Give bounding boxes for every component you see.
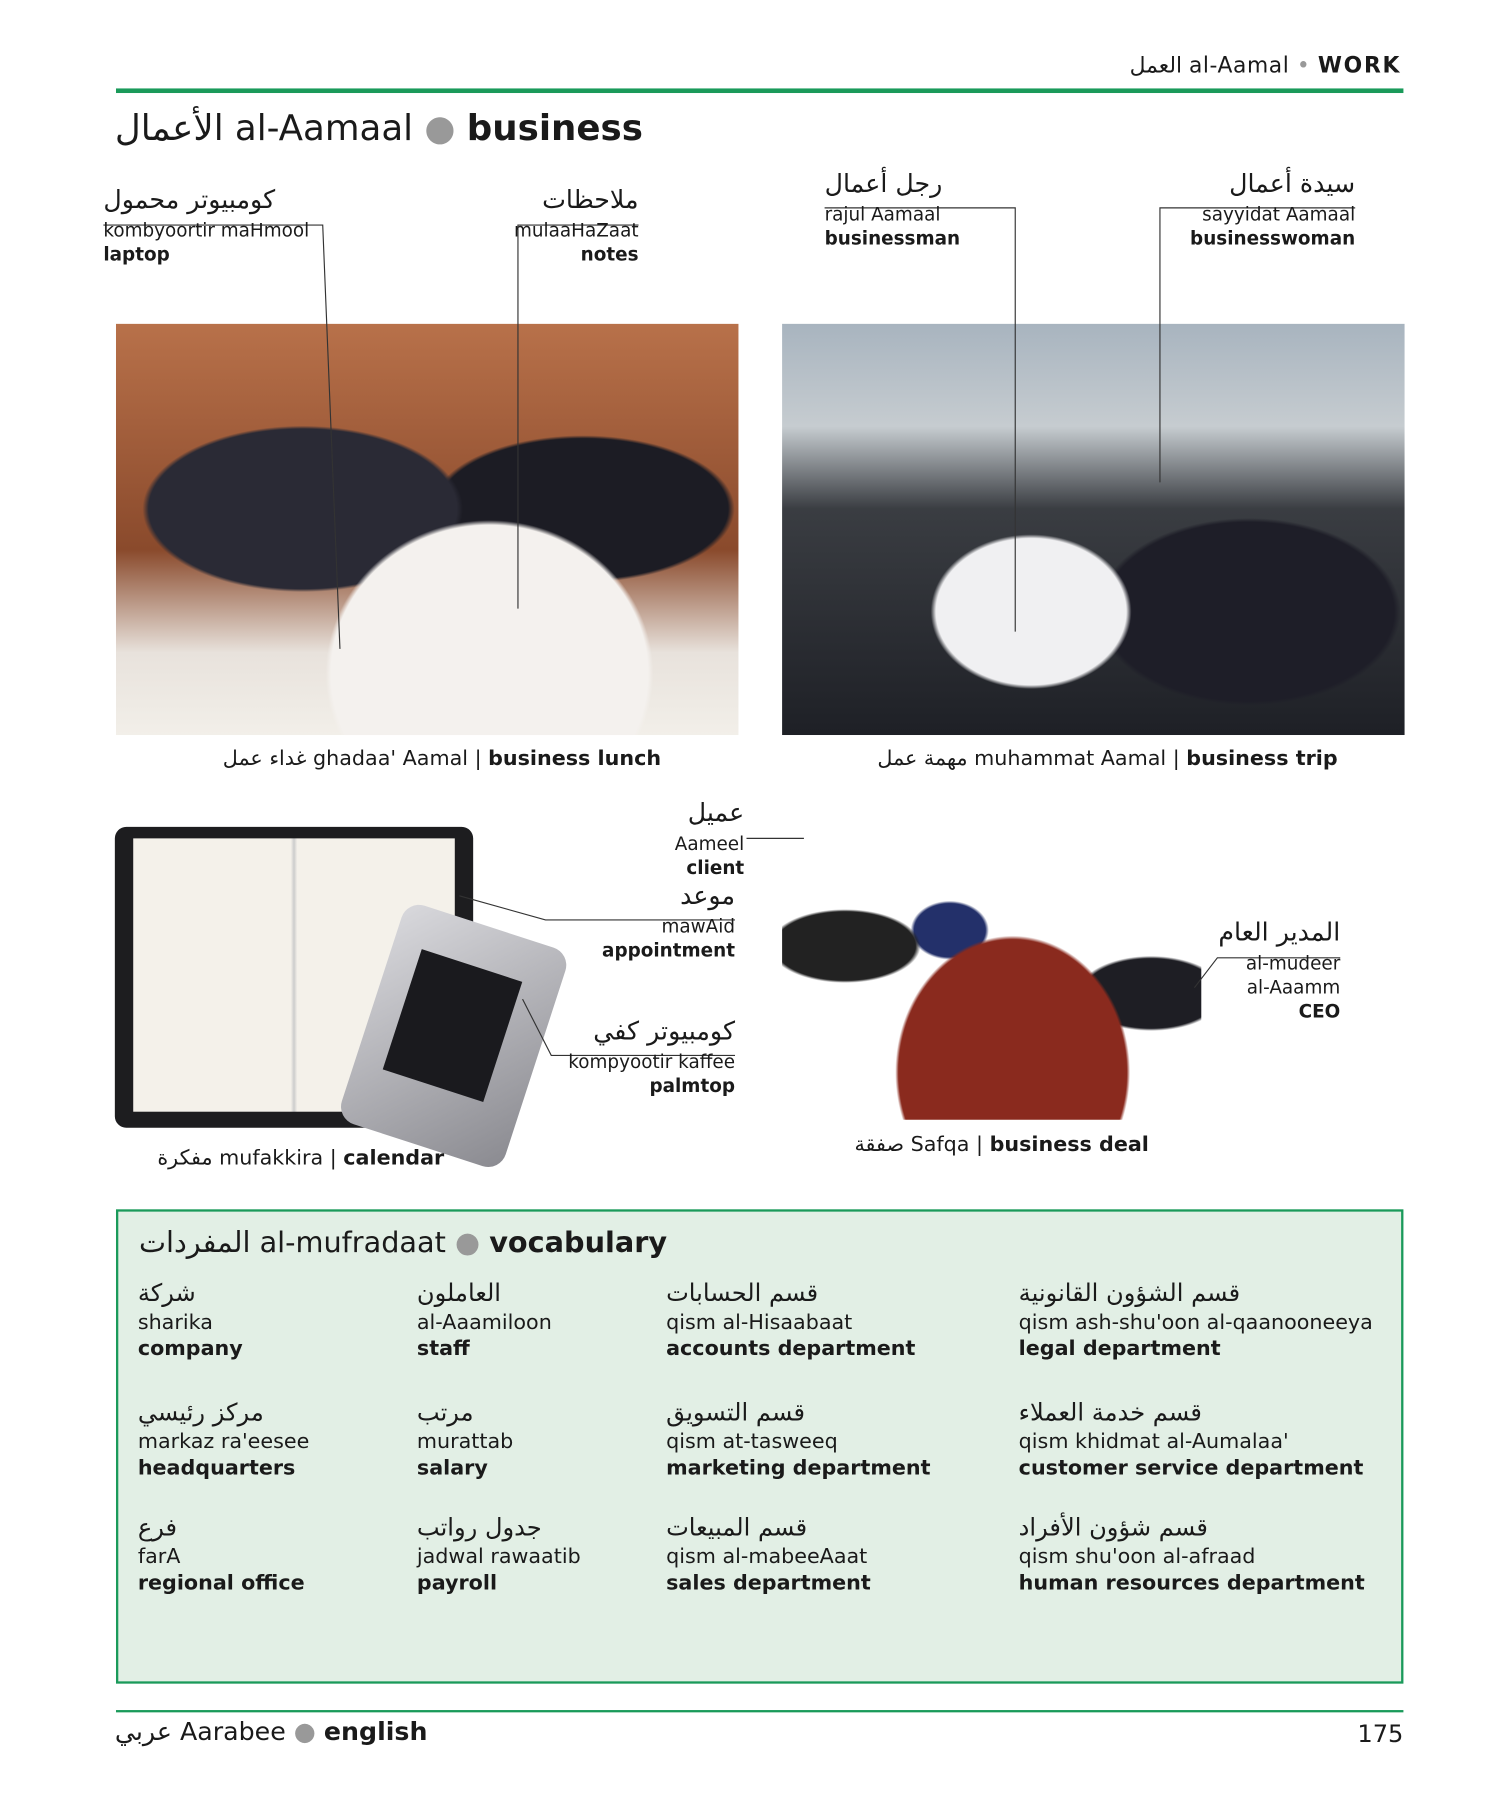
vocab-arabic: العاملون (416, 1279, 501, 1307)
vocab-arabic: فرع (137, 1513, 178, 1542)
vocab-arabic: مركز رئيسي (137, 1398, 264, 1427)
vocab-translit: qism at-tasweeq (666, 1429, 838, 1454)
label-client: عميل Aameel client (674, 799, 745, 879)
business-deal-photo (782, 804, 1201, 1120)
vocab-translit: qism al-mabeeAaat (666, 1544, 868, 1569)
vocab-translit: markaz ra'eesee (137, 1429, 310, 1454)
vocabulary-box (116, 1209, 1403, 1683)
vocab-english: staff (416, 1336, 470, 1361)
label-businessman: رجل أعمال rajul Aamaal businessman (824, 169, 961, 250)
vocab-item (417, 1513, 581, 1597)
footer-language: عربي Aarabee ● english (114, 1718, 428, 1747)
vocab-english: headquarters (137, 1456, 296, 1481)
vocab-translit: qism shu'oon al-afraad (1018, 1544, 1256, 1569)
vocab-arabic: قسم الحسابات (666, 1279, 819, 1307)
vocab-translit: sharika (137, 1310, 213, 1335)
vocab-item (666, 1278, 915, 1362)
vocab-english: salary (416, 1456, 488, 1481)
vocab-arabic: قسم شؤون الأفراد (1018, 1513, 1208, 1542)
vocabulary-title: المفردات al-mufradaat ● vocabulary (138, 1225, 668, 1259)
vocab-translit: qism al-Hisaabaat (666, 1310, 853, 1335)
vocab-arabic: قسم التسويق (666, 1398, 805, 1427)
vocab-arabic: مرتب (416, 1398, 474, 1427)
header-rule (116, 88, 1403, 93)
caption-business-deal: صفقة Safqa | business deal (854, 1132, 1149, 1157)
label-ceo: المدير العام al-mudeer al-Aaamm CEO (1218, 918, 1341, 1023)
vocab-english: company (137, 1336, 243, 1361)
vocab-translit: farA (137, 1544, 181, 1569)
vocab-translit: murattab (416, 1429, 514, 1454)
vocab-english: customer service department (1018, 1456, 1364, 1481)
vocab-arabic: قسم الشؤون القانونية (1018, 1279, 1241, 1307)
vocab-arabic: شركة (137, 1279, 196, 1307)
vocab-translit: jadwal rawaatib (416, 1544, 581, 1569)
vocab-english: accounts department (666, 1336, 916, 1361)
running-header: العمل al-Aamal • WORK (1129, 52, 1402, 79)
caption-business-lunch: غداء عمل ghadaa' Aamal | business lunch (222, 746, 662, 771)
vocab-translit: qism ash-shu'oon al-qaanooneeya (1018, 1310, 1373, 1335)
caption-business-trip: مهمة عمل muhammat Aamal | business trip (877, 746, 1338, 771)
vocab-item (138, 1513, 305, 1597)
vocab-english: marketing department (666, 1456, 931, 1481)
vocab-item (1019, 1278, 1373, 1362)
vocab-translit: al-Aaamiloon (416, 1310, 552, 1335)
label-appointment: موعد mawAid appointment (602, 882, 736, 962)
calendar-palmtop-photo (115, 827, 551, 1151)
vocab-english: legal department (1018, 1336, 1221, 1361)
vocab-arabic: قسم المبيعات (666, 1513, 808, 1542)
vocab-english: payroll (416, 1571, 498, 1596)
label-businesswoman: سيدة أعمال sayyidat Aamaal businesswoman (1190, 169, 1356, 250)
vocab-item (417, 1398, 513, 1482)
vocab-item (1019, 1513, 1365, 1597)
business-lunch-photo (116, 324, 738, 735)
vocab-english: regional office (137, 1571, 305, 1596)
vocab-item (138, 1278, 243, 1362)
footer-rule (116, 1710, 1403, 1712)
label-laptop: كومبيوتر محمول kombyoortir maHmool laptop (103, 186, 310, 266)
vocab-arabic: جدول رواتب (416, 1513, 542, 1542)
vocab-item (1019, 1398, 1364, 1482)
vocab-item (666, 1513, 871, 1597)
vocab-item (666, 1398, 930, 1482)
vocab-translit: qism khidmat al-Aumalaa' (1018, 1429, 1289, 1454)
label-notes: ملاحظات mulaaHaZaat notes (513, 186, 639, 266)
vocab-item (138, 1398, 309, 1482)
caption-calendar: مفكرة mufakkira | calendar (157, 1146, 445, 1171)
page-number: 175 (1357, 1720, 1404, 1748)
vocab-arabic: قسم خدمة العملاء (1018, 1398, 1202, 1427)
vocab-english: sales department (666, 1571, 871, 1596)
label-palmtop: كومبيوتر كفي kompyootir kaffee palmtop (568, 1017, 736, 1097)
vocab-english: human resources department (1018, 1571, 1365, 1596)
business-trip-photo (782, 324, 1404, 735)
page-title: الأعمال al-Aamaal ● business (114, 107, 643, 150)
vocab-item (417, 1278, 552, 1362)
